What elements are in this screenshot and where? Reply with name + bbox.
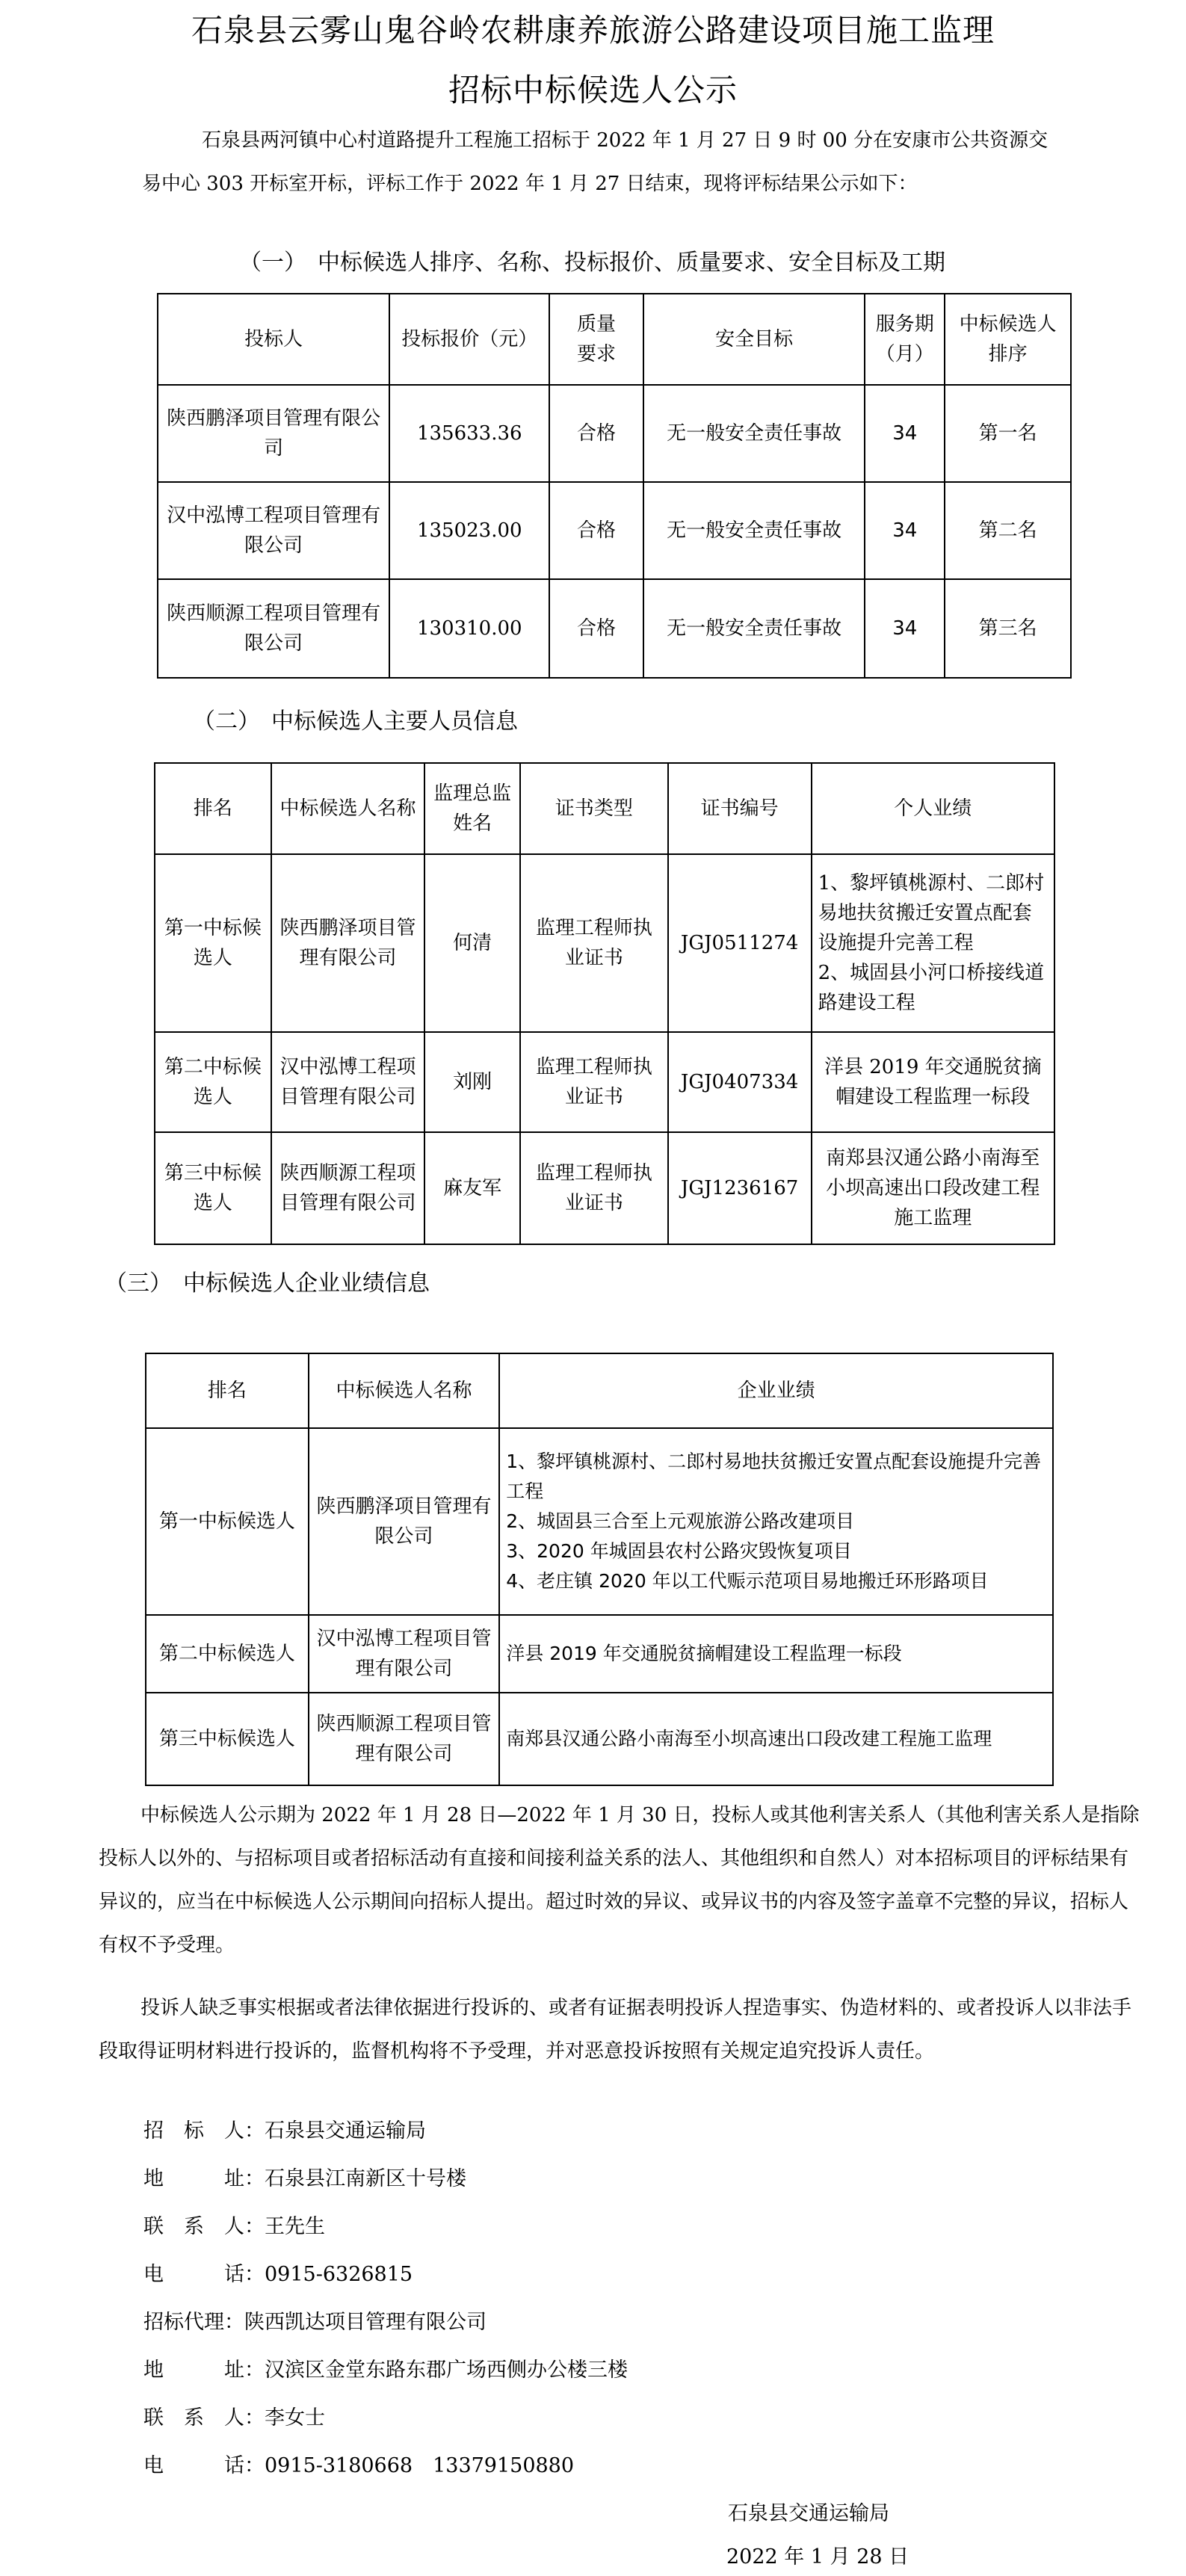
contact-tenderer-address: 地 址：石泉县江南新区十号楼 [143,2167,466,2190]
header-director: 监理总监姓名 [424,763,520,854]
header-period: 服务期 （月） [865,294,945,385]
cell-price: 135633.36 [389,385,549,482]
cell-quality: 合格 [549,482,643,579]
header-performance: 个人业绩 [812,763,1054,854]
header-cert-no: 证书编号 [668,763,812,854]
bid-ranking-table [157,293,1072,679]
header-safety: 安全目标 [643,294,865,385]
table-row [146,1615,1053,1693]
section1-heading: （一） 中标候选人排序、名称、投标报价、质量要求、安全目标及工期 [239,250,945,276]
cell-cert-no: JGJ0511274 [668,854,812,1032]
table-row [146,1693,1053,1785]
contact-agency-person: 联 系 人：李女士 [143,2406,325,2430]
contact-agency-phone: 电 话：0915-3180668 13379150880 [143,2454,575,2477]
cell-performance: 南郑县汉通公路小南海至小坝高速出口段改建工程施工监理 [499,1693,1053,1785]
cell-cert-type: 监理工程师执业证书 [520,1132,668,1244]
header-rank: 排名 [146,1353,309,1428]
table-row [155,1132,1054,1244]
personnel-table [154,762,1055,1245]
cell-safety: 无一般安全责任事故 [643,579,865,678]
header-name: 中标候选人名称 [271,763,425,854]
cell-rank: 第一名 [945,385,1071,482]
intro-line1: 石泉县两河镇中心村道路提升工程施工招标于 2022 年 1 月 27 日 9 时 00 分在安康市公共资源交 [202,129,1048,152]
cell-name: 陕西鹏泽项目管理有限公司 [309,1428,500,1615]
cell-price: 135023.00 [389,482,549,579]
section3-heading: （三） 中标候选人企业业绩信息 [105,1270,430,1297]
cell-cert-type: 监理工程师执业证书 [520,854,668,1032]
table-row [155,1032,1054,1132]
cell-performance: 1、黎坪镇桃源村、二郎村易地扶贫搬迁安置点配套设施提升完善工程 2、城固县三合至上元观旅游公路改建项目 3、2020 年城固县农村公路灾毁恢复项目 4、老庄镇 2020 年以工代赈示范项目易地搬迁环形路项目 [499,1428,1053,1615]
contact-agency-address: 地 址：汉滨区金堂东路东郡广场西侧办公楼三楼 [143,2359,628,2382]
section2-heading: （二） 中标候选人主要人员信息 [193,708,518,735]
cell-name: 陕西顺源工程项目管理有限公司 [271,1132,425,1244]
cell-period: 34 [865,482,945,579]
table-row [158,482,1071,579]
cell-rank: 第一中标候选人 [155,854,271,1032]
table-row [146,1428,1053,1615]
cell-rank: 第三名 [945,579,1071,678]
notice-paragraph-2: 投诉人缺乏事实根据或者法律依据进行投诉的、或者有证据表明投诉人捏造事实、伪造材料的、或者投诉人以非法手段取得证明材料进行投诉的，监督机构将不予受理，并对恶意投诉按照有关规定追究投诉人责任。 [99,1997,1132,2063]
table-row [158,385,1071,482]
cell-bidder: 陕西鹏泽项目管理有限公司 [158,385,389,482]
cell-period: 34 [865,579,945,678]
cell-cert-type: 监理工程师执业证书 [520,1032,668,1132]
cell-cert-no: JGJ1236167 [668,1132,812,1244]
header-bidder: 投标人 [158,294,389,385]
header-name: 中标候选人名称 [309,1353,500,1428]
table-header-row [155,763,1054,854]
enterprise-performance-table [145,1353,1054,1786]
cell-name: 汉中泓博工程项目管理有限公司 [271,1032,425,1132]
cell-bidder: 汉中泓博工程项目管理有限公司 [158,482,389,579]
cell-performance: 南郑县汉通公路小南海至小坝高速出口段改建工程施工监理 [812,1132,1054,1244]
cell-performance: 洋县 2019 年交通脱贫摘帽建设工程监理一标段 [812,1032,1054,1132]
notice-paragraph-1: 中标候选人公示期为 2022 年 1 月 28 日—2022 年 1 月 30 日，投标人或其他利害关系人（其他利害关系人是指除投标人以外的、与招标项目或者招标活动有直接和间接利益关系的法人、其他组织和自然人）对本招标项目的评标结果有异议的，应当在中标候选人公示期间向招标人提出。超过时效的异议、或异议书的内容及签字盖章不完整的异议，招标人有权不予受理。 [99,1804,1140,1956]
cell-safety: 无一般安全责任事故 [643,385,865,482]
table-header-row [146,1353,1053,1428]
header-cert-type: 证书类型 [520,763,668,854]
cell-performance: 1、黎坪镇桃源村、二郎村易地扶贫搬迁安置点配套设施提升完善工程 2、城固县小河口桥接线道路建设工程 [812,854,1054,1032]
cell-rank: 第三中标候选人 [155,1132,271,1244]
cell-name: 陕西鹏泽项目管理有限公司 [271,854,425,1032]
intro-line2: 易中心 303 开标室开标，评标工作于 2022 年 1 月 27 日结束，现将评标结果公示如下： [142,173,918,195]
header-price: 投标报价（元） [389,294,549,385]
cell-bidder: 陕西顺源工程项目管理有限公司 [158,579,389,678]
cell-name: 汉中泓博工程项目管理有限公司 [309,1615,500,1693]
document-title-line1: 石泉县云雾山鬼谷岭农耕康养旅游公路建设项目施工监理 [191,12,995,49]
cell-performance: 洋县 2019 年交通脱贫摘帽建设工程监理一标段 [499,1615,1053,1693]
contact-tenderer: 招 标 人：石泉县交通运输局 [143,2119,426,2143]
cell-rank: 第二中标候选人 [146,1615,309,1693]
cell-rank: 第二名 [945,482,1071,579]
document-title-line2: 招标中标候选人公示 [448,72,738,108]
table-row [155,854,1054,1032]
header-quality: 质量 要求 [549,294,643,385]
header-rank: 中标候选人 排序 [945,294,1071,385]
cell-rank: 第二中标候选人 [155,1032,271,1132]
cell-name: 陕西顺源工程项目管理有限公司 [309,1693,500,1785]
cell-quality: 合格 [549,579,643,678]
header-rank: 排名 [155,763,271,854]
cell-director: 刘刚 [424,1032,520,1132]
cell-price: 130310.00 [389,579,549,678]
cell-cert-no: JGJ0407334 [668,1032,812,1132]
signature-org: 石泉县交通运输局 [728,2502,889,2525]
contact-tenderer-person: 联 系 人：王先生 [143,2215,325,2238]
cell-period: 34 [865,385,945,482]
cell-director: 麻友军 [424,1132,520,1244]
header-performance: 企业业绩 [499,1353,1053,1428]
table-row [158,579,1071,678]
table-header-row [158,294,1071,385]
signature-date: 2022 年 1 月 28 日 [726,2545,909,2569]
cell-quality: 合格 [549,385,643,482]
contact-tenderer-phone: 电 话：0915-6326815 [143,2263,413,2286]
cell-rank: 第三中标候选人 [146,1693,309,1785]
contact-agency: 招标代理：陕西凯达项目管理有限公司 [143,2311,487,2334]
cell-safety: 无一般安全责任事故 [643,482,865,579]
cell-director: 何清 [424,854,520,1032]
cell-rank: 第一中标候选人 [146,1428,309,1615]
